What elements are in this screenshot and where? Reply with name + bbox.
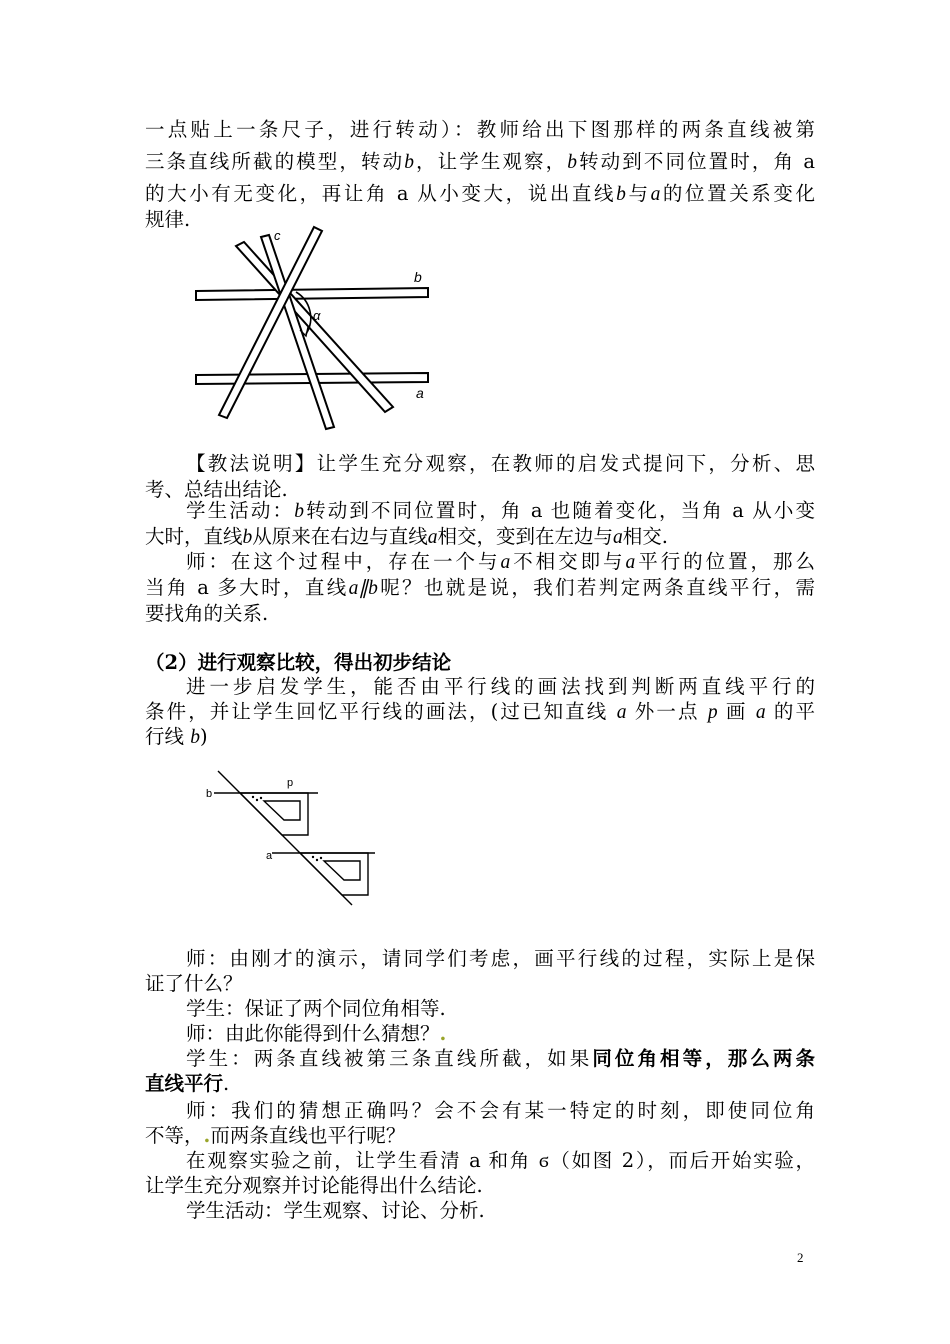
body-text-line: 学生活动：b转动到不同位置时，角 a 也随着变化，当角 a 从小变 [186, 499, 815, 522]
body-text-line: 师：我们的猜想正确吗？会不会有某一特定的时刻，即使同位角 [186, 1099, 815, 1122]
set-square-bottom-inner [324, 861, 360, 880]
body-text-line: 师：由刚才的演示，请同学们考虑，画平行线的过程，实际上是保 [186, 947, 815, 970]
label-b: b [206, 788, 213, 800]
body-text-line: 当角 a 多大时，直线a∥b呢？也就是说，我们若判定两条直线平行，需 [145, 576, 815, 599]
body-text-line: 考、总结出结论. [145, 478, 288, 501]
body-text-line: 的大小有无变化，再让角 a 从小变大，说出直线b与a的位置关系变化 [145, 182, 815, 205]
body-text-line: 让学生充分观察并讨论能得出什么结论. [145, 1174, 483, 1197]
figure-set-square [200, 765, 380, 910]
set-square-top [240, 793, 308, 835]
body-text-line: 师：在这个过程中，存在一个与a不相交即与a平行的位置，那么 [186, 550, 815, 573]
body-text-line: 直线平行. [145, 1072, 230, 1095]
set-square-top-inner [264, 801, 300, 820]
body-text-line: 证了什么？ [145, 972, 243, 995]
body-text-line: 一点贴上一条尺子，进行转动）：教师给出下图那样的两条直线被第 [145, 118, 815, 141]
label-a: a [266, 850, 273, 862]
body-text-line: 学生：保证了两个同位角相等. [186, 997, 446, 1020]
body-text-line: 三条直线所截的模型，转动b，让学生观察，b转动到不同位置时，角 a [145, 150, 815, 173]
page-number: 2 [797, 1250, 804, 1265]
body-text-line: 规律. [145, 208, 191, 231]
body-text-line: 【教法说明】让学生充分观察，在教师的启发式提问下，分析、思 [186, 452, 815, 475]
figure-rotating-rulers [188, 222, 438, 432]
body-text-line: 行线 b) [145, 725, 208, 748]
label-p: p [287, 777, 294, 789]
label-a: a [416, 385, 424, 401]
body-text-line: 学生：两条直线被第三条直线所截，如果同位角相等，那么两条 [186, 1047, 815, 1070]
set-square-bottom [300, 853, 368, 895]
label-alpha: α [313, 308, 321, 323]
body-text-line: 要找角的关系. [145, 602, 269, 625]
body-text-line: 进一步启发学生，能否由平行线的画法找到判断两直线平行的 [186, 675, 815, 698]
ruler-b [196, 288, 428, 300]
body-text-line: 大时，直线b从原来在右边与直线a相交，变到在左边与a相交. [145, 525, 668, 548]
body-text-line: 不等，.而两条直线也平行呢？ [145, 1124, 406, 1147]
body-text-line: 在观察实验之前，让学生看清 a 和角 ϭ（如图 2），而后开始实验， [186, 1149, 815, 1172]
label-c: c [274, 228, 281, 243]
body-text-line: 学生活动：学生观察、讨论、分析. [186, 1199, 485, 1222]
section-title: （2）进行观察比较，得出初步结论 [145, 651, 452, 674]
body-text-line: 条件，并让学生回忆平行线的画法，(过已知直线 a 外一点 p 画 a 的平 [145, 700, 815, 723]
body-text-line: 师：由此你能得到什么猜想？. [186, 1022, 447, 1045]
label-b: b [414, 269, 422, 285]
